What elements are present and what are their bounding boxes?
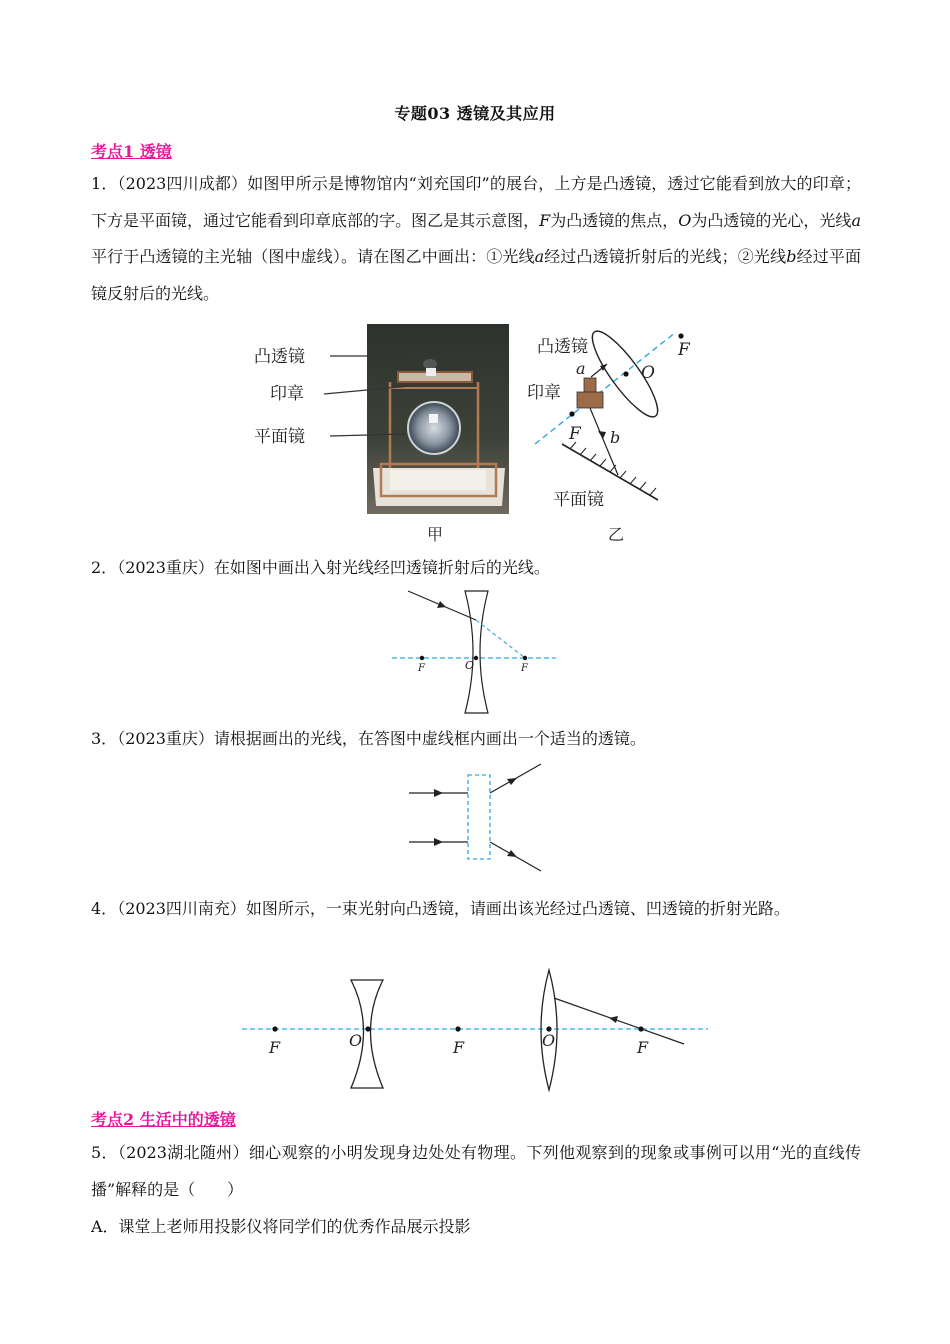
label-plane-mirror: 平面镜 (553, 490, 604, 510)
label-optical-center-O: O (465, 659, 475, 672)
question-source: （2023四川南充） (117, 899, 246, 918)
question-text: 如图甲所示是博物馆内“刘充国印”的展台，上方是凸透镜，透过它能看到放大的印章；下方是平面镜，通过它能看到印章底部的字。图乙是其示意图， (91, 174, 861, 230)
label-focus-F: F (269, 1038, 281, 1057)
question-number: 4． (91, 899, 118, 918)
label-focus-F: F (418, 663, 425, 674)
question-4 (91, 891, 861, 928)
question-text: 在如图中画出入射光线经凹透镜折射后的光线。 (213, 558, 550, 577)
question-number: 5． (91, 1143, 118, 1162)
question-text: 如图所示，一束光射向凸透镜，请画出该光经过凸透镜、凹透镜的折射光路。 (245, 899, 790, 918)
question-text: 为凸透镜的焦点， (550, 210, 679, 230)
label-focus-F: F (453, 1038, 465, 1057)
question-5 (91, 1135, 861, 1208)
label-seal: 印章 (527, 383, 561, 403)
question-text: 为凸透镜的光心，光线 (691, 210, 852, 230)
question-text: 细心观察的小明发现身边处处有物理。下列他观察到的现象或事例可以用“光的直线传播”解释的是（ ） (91, 1143, 861, 1199)
figure-2 (390, 588, 560, 716)
label-optical-center-O: O (542, 1031, 556, 1050)
page-title: 专题03 透镜及其应用 (394, 104, 556, 123)
question-1 (91, 166, 861, 312)
label-convex-lens: 凸透镜 (254, 347, 305, 367)
question-text: 平行于凸透镜的主光轴（图中虚线）。请在图乙中画出：①光线 (91, 247, 535, 266)
symbol-F: F (539, 210, 551, 230)
label-focus-F: F (637, 1038, 649, 1057)
label-ray-a: a (576, 359, 586, 378)
question-text: 请根据画出的光线，在答图中虚线框内画出一个适当的透镜。 (213, 729, 646, 748)
caption-yi: 乙 (608, 525, 625, 544)
question-2 (91, 550, 861, 587)
option-a: A．课堂上老师用投影仪将同学们的优秀作品展示投影 (91, 1217, 471, 1236)
section-heading-1: 考点1 透镜 (91, 142, 172, 161)
symbol-b: b (786, 247, 797, 266)
museum-photo (367, 324, 509, 514)
figure-1 (240, 318, 690, 546)
label-focus-F: F (678, 340, 690, 360)
label-focus-F: F (521, 663, 528, 674)
section-heading-2: 考点2 生活中的透镜 (91, 1110, 236, 1129)
label-plane-mirror: 平面镜 (254, 427, 305, 447)
question-source: （2023湖北随州） (117, 1143, 249, 1162)
question-text: 经过凸透镜折射后的光线；②光线 (544, 247, 787, 266)
symbol-a: a (851, 210, 861, 230)
label-optical-center-O: O (349, 1031, 363, 1050)
symbol-a: a (534, 247, 545, 266)
question-source: （2023重庆） (117, 558, 214, 577)
label-convex-lens: 凸透镜 (537, 337, 588, 357)
figure-4 (238, 966, 712, 1094)
question-source: （2023四川成都） (117, 174, 248, 193)
label-focus-F: F (569, 424, 581, 444)
caption-jia: 甲 (427, 525, 444, 544)
label-optical-center-O: O (641, 363, 655, 383)
question-source: （2023重庆） (117, 729, 214, 748)
symbol-O: O (678, 210, 692, 230)
label-seal: 印章 (270, 384, 304, 404)
figure-3 (405, 760, 547, 876)
question-number: 3． (91, 729, 118, 748)
question-3 (91, 721, 861, 758)
question-number: 1． (91, 174, 118, 193)
question-number: 2． (91, 558, 118, 577)
question-text: 经过平面镜反射后的光线。 (91, 247, 861, 303)
label-ray-b: b (610, 428, 621, 447)
